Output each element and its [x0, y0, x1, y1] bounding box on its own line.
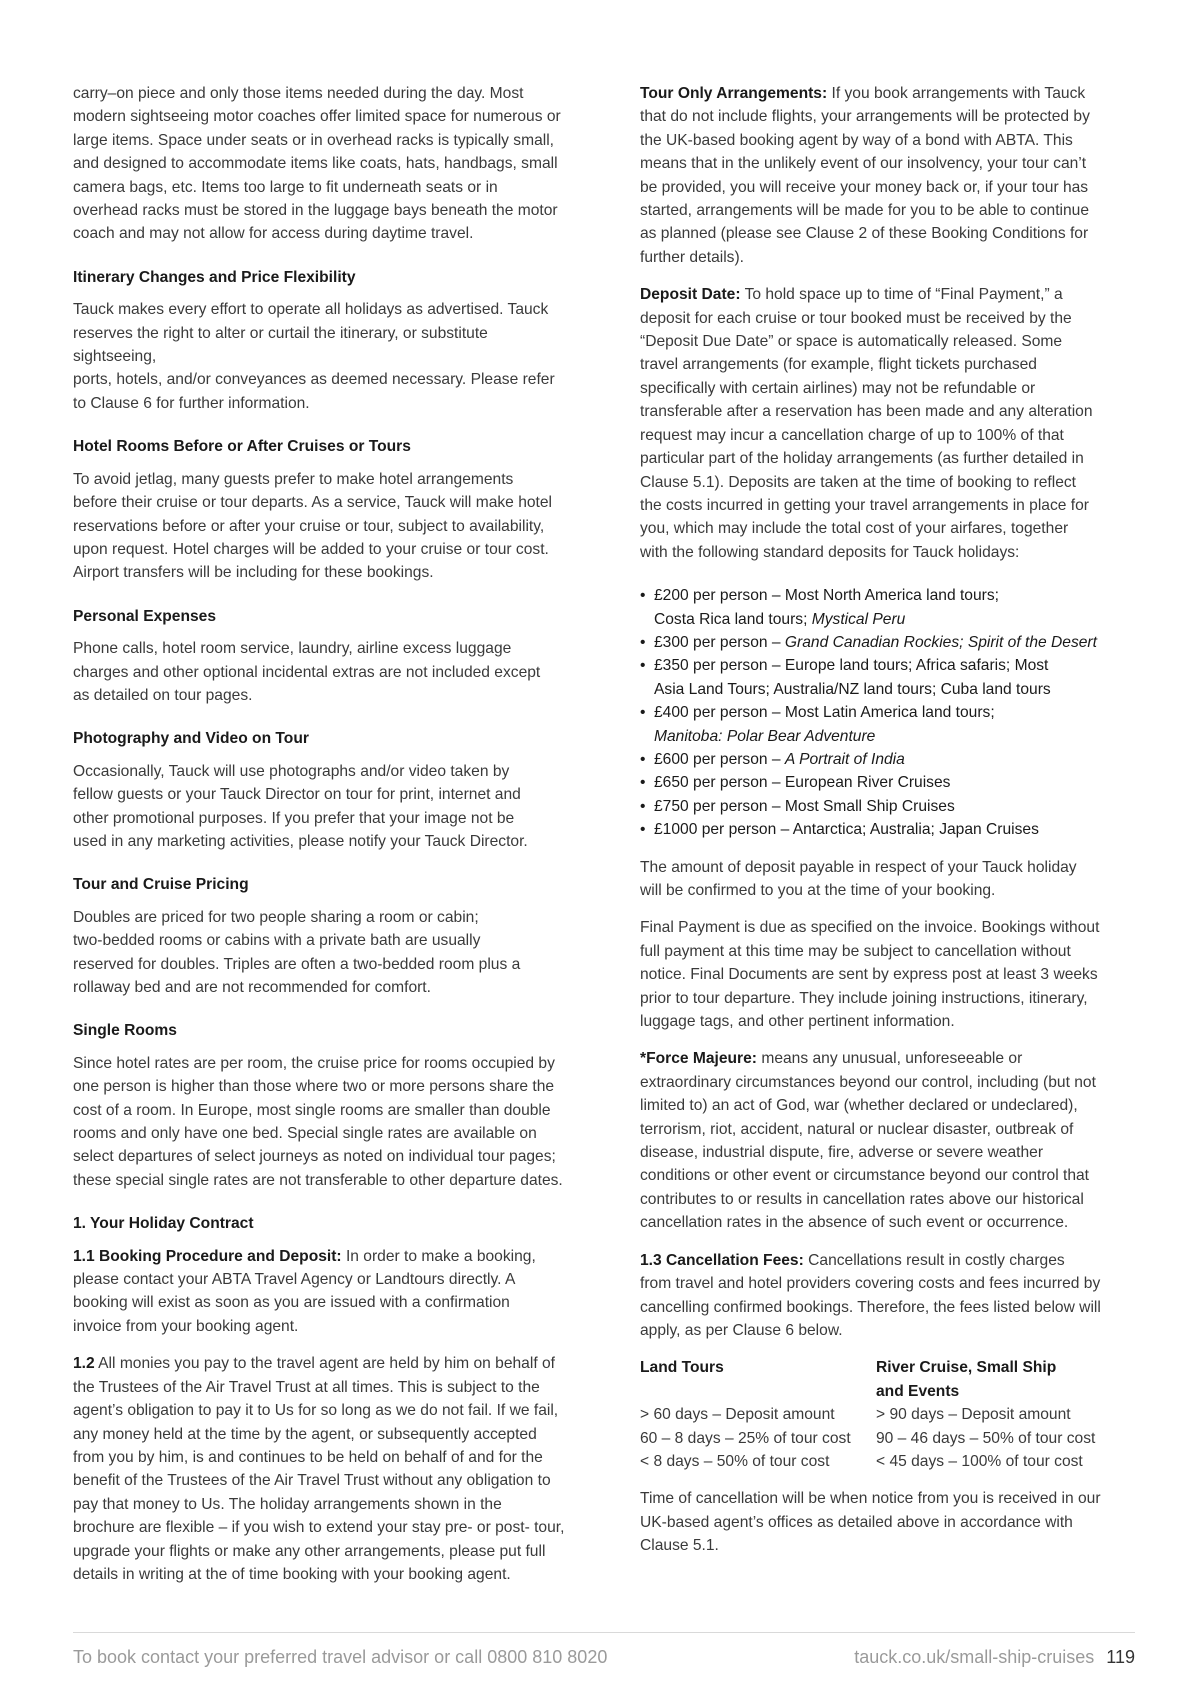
- deposit-text: £400 per person – Most Latin America land tours;: [654, 704, 995, 722]
- text-line: as detailed on tour pages.: [73, 686, 253, 704]
- text-line: Clause 5.1.: [640, 1537, 719, 1555]
- text-line: further details).: [640, 248, 745, 266]
- text-line: these special single rates are not transferable to other departure dates.: [73, 1171, 563, 1189]
- clause-text: All monies you pay to the travel agent are held by him on behalf of: [94, 1355, 555, 1373]
- text-line: extraordinary circumstances beyond our control, including (but not: [640, 1073, 1096, 1091]
- final-payment-paragraph: [640, 916, 1135, 1033]
- text-line: cost of a room. In Europe, most single rooms are smaller than double: [73, 1101, 551, 1119]
- text-line: upgrade your flights or make any other arrangements, please put full: [73, 1542, 546, 1560]
- clause-text: means any unusual, unforeseeable or: [757, 1050, 1023, 1068]
- text-line: the UK-based booking agent by way of a bond with ABTA. This: [640, 131, 1073, 149]
- clause-1-2-first-line: [73, 1352, 568, 1375]
- text-line: Doubles are priced for two people sharing a room or cabin;: [73, 908, 479, 926]
- text-line: rollaway bed and are not recommended for comfort.: [73, 979, 431, 996]
- text-line: UK-based agent’s offices as detailed above in accordance with: [640, 1513, 1073, 1531]
- text-line: The amount of deposit payable in respect of your Tauck holiday: [640, 858, 1077, 876]
- text-line: travel arrangements (for example, flight tickets purchased: [640, 356, 1037, 374]
- fee-row: < 45 days – 100% of tour cost: [876, 1452, 1083, 1470]
- text-line: rooms and only have one bed. Special single rates are available on: [73, 1125, 537, 1143]
- text-line: as planned (please see Clause 2 of these Booking Conditions for: [640, 225, 1089, 243]
- deposit-text: £200 per person – Most North America land tours;: [654, 587, 999, 605]
- text-line: conditions or other event or circumstance beyond our control that: [640, 1167, 1089, 1185]
- cancellation-first-line: [640, 1249, 1135, 1272]
- section-force-majeure: [640, 1047, 1135, 1234]
- tour-name: Grand Canadian Rockies; Spirit of the Desert: [784, 633, 1097, 651]
- website-link[interactable]: tauck.co.uk/small-ship-cruises: [854, 1647, 1095, 1667]
- text-line: started, arrangements will be made for you to be able to continue: [640, 202, 1090, 220]
- deposit-text: £650 per person – European River Cruises: [654, 774, 951, 792]
- text-line: benefit of the Trustees of the Air Travel Trust without any obligation to: [73, 1472, 551, 1490]
- footer-divider: [73, 1632, 1135, 1633]
- luggage-continuation: [73, 82, 568, 246]
- text-line: notice. Final Documents are sent by express post at least 3 weeks: [640, 966, 1098, 984]
- text-line: please contact your ABTA Travel Agency or Landtours directly. A: [73, 1271, 516, 1289]
- deposit-text: £350 per person – Europe land tours; Africa safaris; Most: [654, 657, 1049, 675]
- section-heading: Single Rooms: [73, 1022, 177, 1040]
- clause-text: Cancellations result in costly charges: [803, 1251, 1065, 1269]
- text-line: other promotional purposes. If you prefer that your image not be: [73, 809, 515, 827]
- text-line: one person is higher than those where two or more persons share the: [73, 1078, 555, 1096]
- text-line: before their cruise or tour departs. As a service, Tauck will make hotel: [73, 494, 553, 512]
- tour-only-first-line: [640, 82, 1135, 105]
- text-line: Phone calls, hotel room service, laundry, airline excess luggage: [73, 640, 512, 658]
- fee-row: > 60 days – Deposit amount: [640, 1406, 835, 1424]
- cancellation-fee-table: [640, 1356, 1135, 1473]
- deposit-text: £300 per person –: [654, 633, 785, 651]
- deposit-text: Costa Rica land tours;: [654, 610, 812, 628]
- text-line: reservations before or after your cruise or tour, subject to availability,: [73, 517, 545, 535]
- tour-name: Mystical Peru: [811, 610, 906, 628]
- tour-name: Manitoba: Polar Bear Adventure: [654, 727, 876, 745]
- text-line: reserves the right to alter or curtail the itinerary, or substitute sightseeing,: [73, 324, 488, 366]
- text-line: Final Payment is due as specified on the invoice. Bookings without: [640, 919, 1100, 937]
- text-line: To avoid jetlag, many guests prefer to make hotel arrangements: [73, 470, 514, 488]
- text-line: to Clause 6 for further information.: [73, 394, 310, 412]
- deposit-item: [640, 584, 1135, 631]
- text-line: you, which may include the total cost of your airfares, together: [640, 520, 1069, 538]
- deposit-item: [640, 795, 1135, 818]
- deposit-list: [640, 584, 1135, 841]
- text-line: two-bedded rooms or cabins with a private bath are usually: [73, 932, 481, 950]
- text-line: invoice from your booking agent.: [73, 1317, 299, 1335]
- fee-row: < 8 days – 50% of tour cost: [640, 1452, 830, 1470]
- text-line: details in writing at the of time booking with your booking agent.: [73, 1565, 511, 1583]
- tour-name: A Portrait of India: [784, 750, 905, 768]
- text-line: reserved for doubles. Triples are often a two-bedded room plus a: [73, 955, 521, 973]
- text-line: agent’s obligation to pay it to Us for so long as we do not fail. If we fail,: [73, 1402, 559, 1420]
- left-column: [73, 82, 568, 1586]
- clause-lead: 1.3 Cancellation Fees:: [640, 1251, 804, 1269]
- section-photography: [73, 727, 568, 853]
- deposit-item: [640, 701, 1135, 748]
- clause-text: If you book arrangements with Tauck: [827, 85, 1086, 102]
- text-line: coach and may not allow for access during daytime travel.: [73, 225, 474, 243]
- text-line: camera bags, etc. Items too large to fit underneath seats or in: [73, 178, 498, 196]
- footer-website-block: [854, 1645, 1135, 1669]
- text-line: Clause 5.1). Deposits are taken at the time of booking to reflect: [640, 473, 1076, 491]
- section-pricing: [73, 873, 568, 999]
- phone-number[interactable]: 0800 810 8020: [487, 1647, 608, 1667]
- text-line: specifically with certain airlines) may not be refundable or: [640, 379, 1036, 397]
- text-line: be provided, you will receive your money back or, if your tour has: [640, 178, 1089, 196]
- text-line: cancelling confirmed bookings. Therefore, the fees listed below will: [640, 1298, 1101, 1316]
- clause-text: In order to make a booking,: [341, 1247, 536, 1265]
- text-line: will be confirmed to you at the time of your booking.: [640, 882, 996, 899]
- column-heading: and Events: [876, 1382, 960, 1400]
- deposit-text: £1000 per person – Antarctica; Australia; Japan Cruises: [654, 821, 1039, 839]
- text-line: carry–on piece and only those items needed during the day. Most: [73, 85, 524, 102]
- section-heading: Personal Expenses: [73, 607, 217, 625]
- clause-lead: Tour Only Arrangements:: [640, 85, 828, 102]
- text-line: deposit for each cruise or tour booked must be received by the: [640, 309, 1072, 327]
- text-line: modern sightseeing motor coaches offer limited space for numerous or: [73, 108, 561, 126]
- section-personal-expenses: [73, 605, 568, 708]
- text-line: used in any marketing activities, please notify your Tauck Director.: [73, 832, 528, 850]
- text-line: pay that money to Us. The holiday arrangements shown in the: [73, 1495, 502, 1513]
- text-line: contributes to or results in cancellation rates above our historical: [640, 1190, 1084, 1208]
- deposit-item: [640, 748, 1135, 771]
- force-majeure-first-line: [640, 1047, 1135, 1070]
- text-line: large items. Space under seats or in overhead racks is typically small,: [73, 131, 555, 149]
- river-cruise-column: [876, 1356, 1135, 1473]
- section-tour-only: [640, 82, 1135, 269]
- section-heading: Photography and Video on Tour: [73, 730, 309, 748]
- deposit-text: Asia Land Tours; Australia/NZ land tours; Cuba land tours: [654, 680, 1051, 698]
- text-line: Airport transfers will be including for these bookings.: [73, 564, 434, 582]
- section-hotel-rooms: [73, 435, 568, 584]
- text-line: luggage tags, and other pertinent information.: [640, 1013, 955, 1031]
- section-heading: 1. Your Holiday Contract: [73, 1215, 254, 1233]
- page-number: 119: [1106, 1647, 1135, 1667]
- text-line: Since hotel rates are per room, the cruise price for rooms occupied by: [73, 1054, 555, 1072]
- text-line: terrorism, riot, accident, natural or nuclear disaster, outbreak of: [640, 1120, 1074, 1138]
- deposit-amount-paragraph: [640, 856, 1135, 903]
- text-line: Tauck makes every effort to operate all holidays as advertised. Tauck: [73, 301, 549, 319]
- footer-contact: [73, 1645, 607, 1669]
- section-heading: Tour and Cruise Pricing: [73, 876, 249, 894]
- deposit-date-first-line: [640, 283, 1135, 306]
- text-line: brochure are flexible – if you wish to extend your stay pre- or post- tour,: [73, 1519, 565, 1537]
- deposit-item: [640, 771, 1135, 794]
- section-deposit-date: [640, 283, 1135, 564]
- clause-text: To hold space up to time of “Final Payment,” a: [740, 286, 1063, 304]
- land-tours-column: [640, 1356, 876, 1473]
- text-line: fellow guests or your Tauck Director on tour for print, internet and: [73, 786, 521, 804]
- text-line: overhead racks must be stored in the luggage bays beneath the motor: [73, 202, 558, 220]
- column-heading: River Cruise, Small Ship: [876, 1359, 1057, 1377]
- time-of-cancellation-paragraph: [640, 1487, 1135, 1557]
- text-line: upon request. Hotel charges will be added to your cruise or tour cost.: [73, 540, 549, 558]
- text-line: and designed to accommodate items like coats, hats, handbags, small: [73, 155, 558, 173]
- deposit-item: [640, 631, 1135, 654]
- text-line: apply, as per Clause 6 below.: [640, 1321, 843, 1339]
- text-line: charges and other optional incidental extras are not included except: [73, 663, 541, 681]
- clause-lead: 1.2: [73, 1355, 95, 1373]
- text-line: the Trustees of the Air Travel Trust at all times. This is subject to the: [73, 1378, 540, 1396]
- fee-row: > 90 days – Deposit amount: [876, 1406, 1071, 1424]
- text-line: request may incur a cancellation charge of up to 100% of that: [640, 426, 1064, 444]
- text-line: booking will exist as soon as you are issued with a confirmation: [73, 1294, 510, 1312]
- deposit-text: £750 per person – Most Small Ship Cruises: [654, 797, 955, 815]
- right-column: [640, 82, 1135, 1558]
- text-line: prior to tour departure. They include joining instructions, itinerary,: [640, 989, 1088, 1007]
- text-line: from travel and hotel providers covering costs and fees incurred by: [640, 1275, 1101, 1293]
- deposit-item: [640, 818, 1135, 841]
- text-line: with the following standard deposits for Tauck holidays:: [640, 543, 1020, 561]
- fee-row: 90 – 46 days – 50% of tour cost: [876, 1429, 1096, 1447]
- section-holiday-contract: [73, 1212, 568, 1586]
- footer-text: To book contact your preferred travel advisor or call: [73, 1647, 483, 1667]
- text-line: means that in the unlikely event of our insolvency, your tour can’t: [640, 155, 1087, 173]
- clause-lead: Deposit Date:: [640, 286, 741, 304]
- text-line: disease, industrial dispute, fire, adverse or severe weather: [640, 1144, 1044, 1162]
- section-cancellation-fees: [640, 1249, 1135, 1343]
- text-line: cancellation rates in the absence of such event or occurrence.: [640, 1214, 1069, 1232]
- text-line: transferable after a reservation has been made and any alteration: [640, 403, 1093, 421]
- section-heading: Itinerary Changes and Price Flexibility: [73, 268, 356, 286]
- clause-lead: 1.1 Booking Procedure and Deposit:: [73, 1247, 342, 1265]
- section-itinerary: [73, 266, 568, 415]
- text-line: ports, hotels, and/or conveyances as deemed necessary. Please refer: [73, 371, 555, 389]
- text-line: any money held at the time by the agent, or subsequently accepted: [73, 1425, 537, 1443]
- text-line: Time of cancellation will be when notice from you is received in our: [640, 1490, 1101, 1508]
- text-line: full payment at this time may be subject to cancellation without: [640, 942, 1071, 960]
- deposit-item: [640, 654, 1135, 701]
- clause-lead: *Force Majeure:: [640, 1050, 757, 1068]
- section-single-rooms: [73, 1019, 568, 1192]
- text-line: select departures of select journeys as noted on individual tour pages;: [73, 1148, 556, 1166]
- text-line: particular part of the holiday arrangements (as further detailed in: [640, 450, 1084, 468]
- clause-1-1-first-line: [73, 1245, 568, 1268]
- text-line: limited to) an act of God, war (whether declared or undeclared),: [640, 1097, 1078, 1115]
- text-line: the costs incurred in getting your travel arrangements in place for: [640, 496, 1089, 514]
- text-line: Occasionally, Tauck will use photographs and/or video taken by: [73, 762, 510, 780]
- column-heading: Land Tours: [640, 1359, 724, 1377]
- text-line: from you by him, is and continues to be held on behalf of and for the: [73, 1448, 543, 1466]
- deposit-text: £600 per person –: [654, 750, 785, 768]
- section-heading: Hotel Rooms Before or After Cruises or Tours: [73, 438, 411, 456]
- fee-row: 60 – 8 days – 25% of tour cost: [640, 1429, 851, 1447]
- text-line: “Deposit Due Date” or space is automatically released. Some: [640, 333, 1063, 351]
- text-line: that do not include flights, your arrangements will be protected by: [640, 108, 1090, 126]
